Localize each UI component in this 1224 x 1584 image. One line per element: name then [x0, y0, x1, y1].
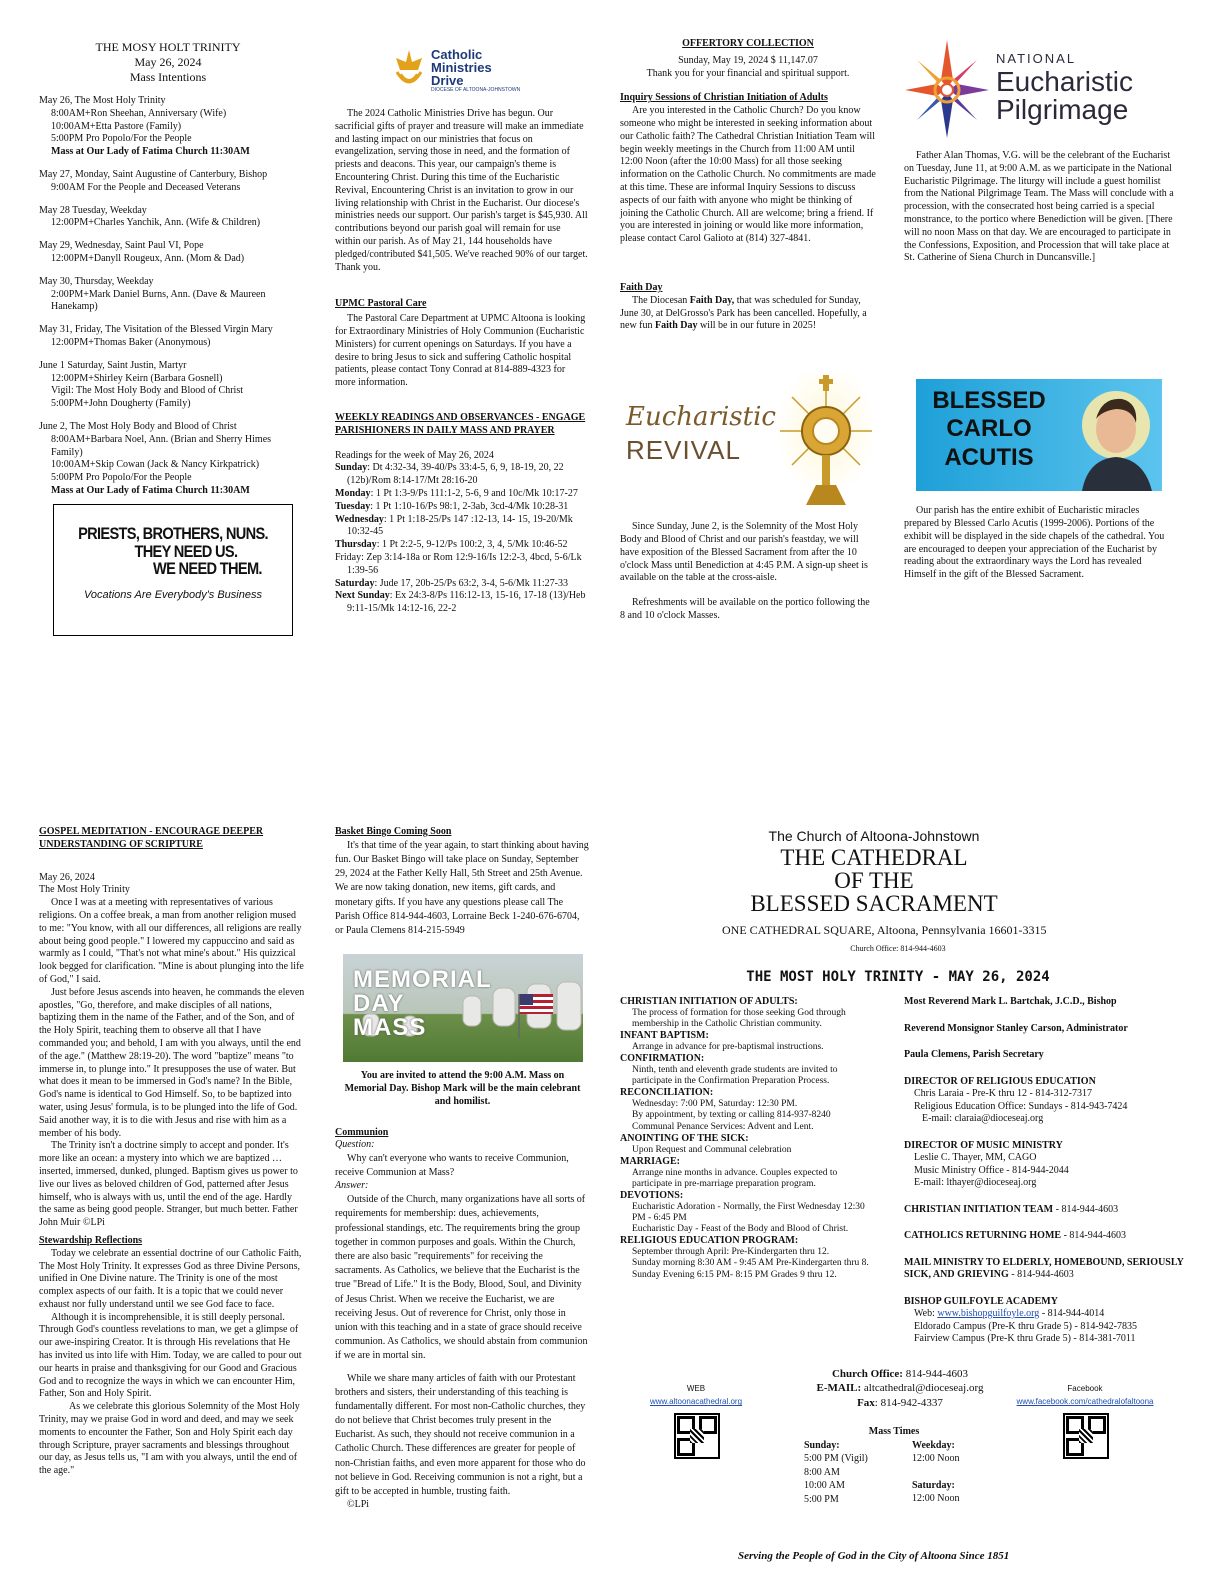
revival-logo-line: Eucharistic: [626, 402, 776, 433]
carlo-line: BLESSED: [932, 387, 1046, 415]
intention-item: 12:00PM+Charles Yanchik, Ann. (Wife & Children): [51, 217, 261, 229]
intention-item: 5:00PM Pro Popolo/For the People: [51, 133, 192, 145]
reading-item: Monday: 1 Pt 1:3-9/Ps 111:1-2, 5-6, 9 and 10c/Mk 10:17-27: [335, 487, 578, 499]
pilgrimage-logo-line: Pilgrimage: [996, 94, 1129, 125]
intention-day: May 27, Monday, Saint Augustine of Canterbury, Bishop: [39, 168, 268, 180]
memorial-line: MASS: [353, 1014, 427, 1042]
dre-email: E-mail: claraia@dioceseaj.org: [922, 1113, 1044, 1124]
readings-list: [335, 462, 588, 616]
academy-heading: BISHOP GUILFOYLE ACADEMY: [904, 1295, 1058, 1307]
mass-time: 12:00 Noon: [912, 1493, 960, 1504]
carlo-portrait-icon: [1062, 379, 1162, 491]
intention-day: May 26, The Most Holy Trinity: [39, 95, 166, 106]
cathedral-title: OF THE: [834, 867, 914, 893]
facebook-qr-code-icon[interactable]: [1063, 1413, 1109, 1459]
crown-logo-icon: [391, 48, 427, 92]
mass-time: 10:00 AM: [804, 1480, 845, 1491]
sacrament-detail: Ninth, tenth and eleventh grade students are invited to participate in the Confirmation Preparation Process.: [632, 1065, 838, 1087]
bishop-name: Most Reverend Mark L. Bartchak, J.C.D., Bishop: [904, 996, 1117, 1007]
web-qr-code-icon[interactable]: [674, 1413, 720, 1459]
faithday-paragraph: The Diocesan Faith Day, that was scheduled for Sunday, June 30, at DelGrosso's Park has been cancelled. Hopefully, a new fun Faith Day will be in our future in 2025!: [620, 294, 867, 332]
col2-bottom: [335, 826, 590, 1512]
cmd-logo-line: Ministries: [431, 59, 492, 75]
carlo-line: ACUTIS: [944, 443, 1034, 471]
reading-item: Wednesday: 1 Pt 1:18-25/Ps 147 :12-13, 14- 15, 19-20/Mk 10:32-45: [335, 513, 573, 538]
catholics-returning-home: CATHOLICS RETURNING HOME - 814-944-4603: [904, 1230, 1127, 1241]
memorial-day-banner: [343, 954, 583, 1062]
col4-top: [904, 38, 1174, 582]
sunday-label: Sunday:: [804, 1439, 840, 1451]
address: ONE CATHEDRAL SQUARE, Altoona, Pennsylvania 16601-3315: [722, 922, 1047, 937]
academy-web: Web: www.bishopguilfoyle.org - 814-944-4014: [914, 1308, 1105, 1319]
mass-times: [804, 1425, 1004, 1506]
intention-item: Mass at Our Lady of Fatima Church 11:30AM: [51, 484, 250, 496]
inquiry-paragraph: Are you interested in the Catholic Church? Do you know someone who might be interested in seeking information about our Catholic faith? The Cathedral Christian Initiation Team will begin weekly meetings in the Church from 11:00 AM until 12:00 Noon (after the 10:00 Mass) for all those seeking information on the Catholic Church. No commitments are made at this time. These are informal Inquiry Sessions to discuss aspects of our faith with anyone who might be thinking of joining the Catholic Church. All are welcome; bring a friend. If you are interested in joining or would like more information, please contact Carol Galioto at (814) 327-4841.: [620, 105, 876, 245]
intention-item: 2:00PM+Mark Daniel Burns, Ann. (Dave & Maureen Hanekamp): [51, 288, 266, 313]
sacrament-heading: DEVOTIONS:: [620, 1190, 684, 1202]
sacrament-heading: CHRISTIAN INITIATION OF ADULTS:: [620, 996, 798, 1007]
bingo-heading: Basket Bingo Coming Soon: [335, 826, 452, 837]
sacrament-heading: INFANT BAPTISM:: [620, 1030, 709, 1042]
sacrament-detail: Wednesday: 7:00 PM, Saturday: 12:30 PM.: [632, 1099, 798, 1110]
offertory-heading: OFFERTORY COLLECTION: [682, 38, 814, 49]
music-line: Music Ministry Office - 814-944-2044: [914, 1164, 1069, 1176]
academy-web-link[interactable]: www.bishopguilfoyle.org: [937, 1308, 1040, 1319]
sacrament-detail: September through April: Pre-Kindergarten thru 12.: [632, 1247, 830, 1258]
sacrament-detail: Eucharistic Adoration - Normally, the First Wednesday 12:30 PM - 6:45 PM: [632, 1201, 865, 1224]
cmd-logo-line: Catholic: [431, 46, 483, 62]
reading-item: Friday: Zep 3:14-18a or Rom 12:9-16/Is 12:2-3, 4bcd, 5-6/Lk 1:39-56: [335, 551, 582, 576]
memorial-caption: You are invited to attend the 9:00 A.M. Mass on Memorial Day. Bishop Mark will be the main celebrant and homilist.: [344, 1070, 581, 1107]
gospel-paragraph: Just before Jesus ascends into heaven, he commands the eleven apostles, "Go, therefore, and make disciples of all nations, baptizing them in the name of the Father, and of the Son, and of the Holy Spirit, teaching them to observe all that I have commanded you; and behold, I am with you always, until the end of the age." (Matthew 28:19-20). The word "baptize" means "to immerse in, to plunge into." It presupposes the use of water. But what does it mean to be immersed in God's name? In the Bible, God's name is identical to God Himself. So, to be baptized into water, using Jesus' formula, is to be plunged into the life of God. Said another way, it is to die with Jesus and rise with him as a member of his body.: [39, 986, 305, 1139]
star-burst-icon: [904, 38, 990, 138]
gospel-date: May 26, 2024: [39, 871, 95, 883]
web-label: WEB: [686, 1384, 706, 1393]
readings-heading: WEEKLY READINGS AND OBSERVANCES - ENGAGE PARISHIONERS IN DAILY MASS AND PRAYER: [335, 411, 586, 436]
cmd-paragraph: The 2024 Catholic Ministries Drive has begun. Our sacrificial gifts of prayer and treasure will make an immediate and lasting impact on our ministries that focus on evangelization, serving those in need, and the formation of priests and deacons. This year, our campaign's theme is Encountering Christ. During this time of the Eucharistic Revival, Encountering Christ is an invitation to grow in our living relationship with Christ in the Eucharist. Our diocese's ministries needs our support. Our parish's target is $45,930. All contributions beyond our parish goal will remain for use within our parish. As of May 21, 144 households have pledged/contributed $41,505. We've reached 90% of our target. Thank you.: [335, 108, 588, 273]
communion-answer-label: Answer:: [335, 1180, 369, 1192]
intentions-date: May 26, 2024: [134, 55, 202, 69]
communion-question-label: Question:: [335, 1139, 375, 1151]
inquiry-heading: Inquiry Sessions of Christian Initiation of Adults: [620, 92, 828, 104]
bulletin-date: THE MOST HOLY TRINITY - MAY 26, 2024: [746, 968, 1050, 985]
masthead: [618, 828, 1178, 986]
pilgrimage-logo-line: NATIONAL: [996, 51, 1077, 66]
cmd-logo: [391, 42, 588, 98]
sacrament-detail: The process of formation for those seeking God through membership in the Catholic Christian community.: [632, 1007, 846, 1029]
dre-heading: DIRECTOR OF RELIGIOUS EDUCATION: [904, 1075, 1096, 1087]
mail-ministry: MAIL MINISTRY TO ELDERLY, HOMEBOUND, SERIOUSLY SICK, AND GRIEVING - 814-944-4603: [904, 1256, 1184, 1280]
reading-item: Saturday: Jude 17, 20b-25/Ps 63:2, 3-4, 5-6/Mk 11:27-33: [335, 577, 568, 589]
sacrament-detail: Arrange nine months in advance. Couples expected to participate in pre-marriage preparation program.: [632, 1167, 838, 1189]
intention-day: June 1 Saturday, Saint Justin, Martyr: [39, 359, 187, 371]
communion-paragraph: Outside of the Church, many organizations have all sorts of requirements for membership: dues, achievements, professional standings, etc. The requirements bring the group together in common purposes and goals. Within the Church, there are also basic "requirements" for receiving the sacraments. As Catholics, we believe that the Eucharist is the true "Bread of Life." It is the Body, Blood, Soul, and Divinity of Jesus Christ. When we receive the Eucharist, we are receiving Jesus. Out of reverence for Christ, only those in union with this teaching and in a state of grace should receive communion. As Catholics, we should abstain from communion if we are in mortal sin.: [335, 1194, 588, 1362]
mass-time: 5:00 PM: [804, 1493, 839, 1505]
intention-day: May 30, Thursday, Weekday: [39, 275, 154, 287]
stewardship-paragraph: Although it is incomprehensible, it is still deeply personal. Through God's countless revelations to man, we get a glimpse of our awe-inspiring Creator. It is through His revelations that He has invited us into life with Him. Today, we are called to pour out our hearts in praise and thanksgiving for our Good and Gracious God and to recognize the ways in which we can encounter Him, Father, Son and Holy Spirit.: [39, 1311, 302, 1400]
vocations-line: PRIESTS, BROTHERS, NUNS.: [78, 523, 268, 543]
intention-item: 12:00PM+Shirley Keirn (Barbara Gosnell): [51, 372, 223, 384]
offertory-amount: Sunday, May 19, 2024 $ 11,147.07: [678, 54, 818, 66]
col2-top: [335, 42, 588, 616]
reading-item: Thursday: 1 Pt 2:2-5, 9-12/Ps 100:2, 3, 4, 5/Mk 10:46-52: [335, 539, 568, 551]
saturday-label: Saturday:: [912, 1479, 955, 1491]
intention-item: 5:00PM Pro Popolo/For the People: [51, 472, 192, 484]
intention-item: 9:00AM For the People and Deceased Veterans: [51, 181, 241, 193]
intention-item: 8:00AM+Ron Sheehan, Anniversary (Wife): [51, 107, 227, 119]
intention-item: Vigil: The Most Holy Body and Blood of Christ: [51, 385, 243, 397]
communion-paragraph: While we share many articles of faith with our Protestant brothers and sisters, their understanding of this teaching is fundamentally different. For most non-Catholic churches, they do not believe that Christ becomes truly present in the Eucharist. As such, they should not receive communion in a Catholic Church. These differences are greater for people of non-Christian faiths, and even more apparent for those who do not believe in God. Receiving communion is not a right, but a gift to be accepted in humble, trusting faith.: [335, 1372, 586, 1498]
reading-item: Next Sunday: Ex 24:3-8/Ps 116:12-13, 15-16, 17-18 (13)/Heb 9:11-15/Mk 14:12-16, 22-2: [335, 590, 586, 615]
intention-item: 10:00AM+Etta Pastore (Family): [51, 120, 182, 132]
vocations-line: THEY NEED US.: [134, 541, 238, 561]
web-link[interactable]: www.altoonacathedral.org: [649, 1397, 743, 1407]
upmc-heading: UPMC Pastoral Care: [335, 298, 427, 310]
cmd-logo-diocese: DIOCESE OF ALTOONA-JOHNSTOWN: [431, 86, 521, 93]
church-fax: Fax: 814-942-4337: [857, 1396, 943, 1409]
academy-campus: Fairview Campus (Pre-K thru Grade 5) - 814-381-7011: [914, 1333, 1136, 1344]
gospel-feast: The Most Holy Trinity: [39, 884, 130, 896]
facebook-qr-block: [1000, 1384, 1170, 1459]
christian-initiation-team: CHRISTIAN INITIATION TEAM - 814-944-4603: [904, 1203, 1119, 1215]
communion-credit: ©LPi: [347, 1499, 370, 1511]
gospel-paragraph: The Trinity isn't a doctrine simply to accept and ponder. It's more like an ocean: a mystery into which we are baptized … inserted, immersed, dunked, plunged. Baptism gives us power to live our lives as beloved children of God, patterned after Jesus himself, who is always with us, until the end of the age. Hardly the same as being good people. Stranger, but much better. Father John Muir ©LPi: [39, 1140, 298, 1229]
sacrament-heading: CONFIRMATION:: [620, 1053, 705, 1065]
mass-times-heading: Mass Times: [868, 1426, 920, 1437]
revival-paragraph: Since Sunday, June 2, is the Solemnity of the Most Holy Body and Blood of Christ and our parish's feastday, we will have exposition of the Blessed Sacrament from after the 10 o'clock Mass until Benediction at 4:45 P.M. A sign-up sheet is available on the table at the cross-aisle.: [620, 521, 868, 584]
facebook-link[interactable]: www.facebook.com/cathedralofaltoona: [1016, 1397, 1154, 1407]
revival-logo-line: REVIVAL: [626, 435, 741, 466]
vocations-line: WE NEED THEM.: [152, 559, 262, 579]
music-line: Leslie C. Thayer, MM, CAGO: [914, 1152, 1037, 1163]
staff-list: [904, 996, 1184, 1346]
offertory-thanks: Thank you for your financial and spiritual support.: [646, 67, 850, 79]
col1-bottom: [39, 826, 305, 1478]
office-phone: Church Office: 814-944-4603: [850, 944, 946, 954]
communion-heading: Communion: [335, 1126, 389, 1138]
bingo-paragraph: It's that time of the year again, to start thinking about having fun. Our Basket Bingo will take place on Sunday, September 29, 2024 at the Father Kelly Hall, 5th Street and 25th Avenue. We are now taking donation, new items, gift cards, and monetary gifts. If you have any questions please call The Parish Office 814-944-4603, Lorraine Beck 1-240-676-6704, or Paula Clemens 814-215-5949: [335, 839, 589, 936]
facebook-label: Facebook: [1067, 1384, 1103, 1393]
intention-day: May 31, Friday, The Visitation of the Blessed Virgin Mary: [39, 324, 273, 336]
tagline: Serving the People of God in the City of Altoona Since 1851: [738, 1550, 1010, 1562]
sacrament-detail: Sunday Evening 6:15 PM- 8:15 PM Grades 9 thru 12.: [632, 1269, 837, 1280]
sacrament-detail: By appointment, by texting or calling 814-937-8240: [632, 1110, 831, 1121]
secretary-name: Paula Clemens, Parish Secretary: [904, 1049, 1044, 1060]
academy-campus: Eldorado Campus (Pre-K thru Grade 5) - 814-942-7835: [914, 1320, 1138, 1332]
monstrance-icon: [776, 373, 876, 509]
col3-top: [620, 38, 876, 623]
contact-block: [780, 1367, 1020, 1410]
carlo-acutis-banner: [916, 379, 1162, 491]
intentions-title: THE MOSY HOLT TRINITY: [95, 40, 241, 54]
pilgrimage-paragraph: Father Alan Thomas, V.G. will be the celebrant of the Eucharist on Tuesday, June 11, at 9:00 A.M. as we participate in the National Eucharistic Pilgrimage. The liturgy will include a guest homilist from the National Pilgrimage Team. The Mass will conclude with a procession, with the consecrated host being carried is a special monstrance, to the portico where Benediction will be given. [There will no noon Mass on that day. We are encouraged to participate in the Confessions, Exposition, and Procession that will take place at St. Catherine of Siena Church in Duncansville.]: [904, 150, 1174, 264]
church-office: Church Office: 814-944-4603: [831, 1368, 969, 1380]
sacrament-detail: Eucharistic Day - Feast of the Body and Blood of Christ.: [632, 1224, 849, 1235]
intention-item: 8:00AM+Barbara Noel, Ann. (Brian and Sherry Himes Family): [51, 433, 272, 458]
communion-question: Why can't everyone who wants to receive Communion, receive Communion at Mass?: [335, 1153, 569, 1179]
cathedral-title: THE CATHEDRAL: [780, 844, 968, 870]
memorial-line: DAY: [353, 990, 405, 1018]
sacrament-detail: Upon Request and Communal celebration: [632, 1144, 792, 1155]
sacrament-heading: ANOINTING OF THE SICK:: [620, 1132, 749, 1144]
intention-day: June 2, The Most Holy Body and Blood of Christ: [39, 420, 237, 432]
faithday-heading: Faith Day: [620, 281, 663, 293]
vocations-ad: [53, 504, 293, 636]
mass-time: 5:00 PM (Vigil): [804, 1453, 868, 1464]
gospel-paragraph: Once I was at a meeting with representatives of various religions. On a coffee break, a man from another religion mused to me: "You know, with all our differences, all religions are really about being good people." I lowered my cappuccino and said as warmly as I could, "That's not what mine's about." His quizzical look begged for clarification. "Mine is about plunging into the life of God," I said.: [39, 897, 304, 985]
carlo-paragraph: Our parish has the entire exhibit of Eucharistic miracles prepared by Blessed Carlo Acutis (1999-2006). Portions of the exhibit will be displayed in the side chapels of the cathedral. You are encouraged to deepen your appreciation of the Eucharist by reading about the extraordinary ways the Lord has revealed Himself in the gift of the Blessed Sacrament.: [904, 505, 1165, 581]
diocese-name: The Church of Altoona-Johnstown: [768, 828, 980, 844]
sacrament-heading: RELIGIOUS EDUCATION PROGRAM:: [620, 1235, 799, 1247]
stewardship-heading: Stewardship Reflections: [39, 1234, 143, 1246]
carlo-line: CARLO: [946, 415, 1032, 443]
sacrament-detail: Arrange in advance for pre-baptismal instructions.: [632, 1042, 824, 1052]
music-heading: DIRECTOR OF MUSIC MINISTRY: [904, 1139, 1063, 1151]
intention-item: 12:00PM+Thomas Baker (Anonymous): [51, 336, 211, 348]
reading-item: Sunday: Dt 4:32-34, 39-40/Ps 33:4-5, 6, 9, 18-19, 20, 22 (12b)/Rom 8:14-17/Mt 28:16-20: [335, 462, 564, 487]
weekday-label: Weekday:: [912, 1439, 955, 1451]
sacrament-heading: RECONCILIATION:: [620, 1087, 714, 1099]
intention-item: Mass at Our Lady of Fatima Church 11:30AM: [51, 146, 250, 158]
music-email: E-mail: lthayer@dioceseaj.org: [914, 1177, 1037, 1188]
sacraments-list: [620, 996, 878, 1281]
mass-time: 12:00 Noon: [912, 1453, 960, 1464]
pilgrimage-logo: [904, 38, 1174, 138]
intention-item: 12:00PM+Danyll Rougeux, Ann. (Mom & Dad): [51, 252, 245, 264]
upmc-paragraph: The Pastoral Care Department at UPMC Altoona is looking for Extraordinary Ministries of Holy Communion (Eucharistic Ministers) for current openings on Saturdays. If you have a desire to bring Jesus to sick and suffering Catholic hospital patients, please contact Tony Conrad at 814-889-4323 for more information.: [335, 313, 586, 389]
sacrament-detail: Sunday morning 8:30 AM - 9:45 AM Pre-Kindergarten thru 8.: [632, 1258, 869, 1269]
intention-item: 5:00PM+John Dougherty (Family): [51, 398, 191, 410]
revival-graphic: [620, 373, 876, 509]
intentions-subtitle: Mass Intentions: [129, 70, 207, 84]
gospel-heading: GOSPEL MEDITATION - ENCOURAGE DEEPER UNDERSTANDING OF SCRIPTURE: [39, 826, 264, 850]
revival-refreshments: Refreshments will be available on the portico following the 8 and 10 o'clock Masses.: [620, 597, 870, 621]
web-qr-block: [626, 1384, 766, 1459]
pilgrimage-logo-line: Eucharistic: [996, 66, 1133, 97]
sacrament-heading: MARRIAGE:: [620, 1155, 680, 1167]
readings-intro: Readings for the week of May 26, 2024: [335, 449, 494, 461]
stewardship-paragraph: Today we celebrate an essential doctrine of our Catholic Faith, The Most Holy Trinity. It expresses God as three Divine Persons, unified in One Divine nature. The Trinity is one of the most complex aspects of our faith. It is a topic that we could never exhaust nor fully understand until we see God face to face.: [39, 1247, 302, 1310]
reading-item: Tuesday: 1 Pt 1:10-16/Ps 98:1, 2-3ab, 3cd-4/Mk 10:28-31: [335, 500, 569, 512]
intention-day: May 29, Wednesday, Saint Paul VI, Pope: [39, 240, 204, 252]
mass-time: 8:00 AM: [804, 1466, 840, 1478]
administrator-name: Reverend Monsignor Stanley Carson, Administrator: [904, 1022, 1128, 1034]
sacrament-detail: Communal Penance Services: Advent and Lent.: [632, 1121, 814, 1132]
vocations-tagline: Vocations Are Everybody's Business: [84, 589, 262, 602]
intention-item: 10:00AM+Skip Cowan (Jack & Nancy Kirkpatrick): [51, 459, 260, 471]
dre-line: Chris Laraia - Pre-K thru 12 - 814-312-7317: [914, 1088, 1093, 1099]
intention-day: May 28 Tuesday, Weekday: [39, 204, 147, 216]
stewardship-paragraph: As we celebrate this glorious Solemnity of the Most Holy Trinity, may we praise God in word and deed, and may we seek moments to encounter the Father, Son and Holy Spirit each day through Scripture, prayer sacraments and blessings throughout our day, as Jesus tells us, "I am with you always, until the end of the age.": [39, 1401, 300, 1477]
memorial-line: MEMORIAL: [353, 966, 492, 994]
cathedral-title: BLESSED SACRAMENT: [750, 890, 998, 916]
cmd-logo-line: Drive: [431, 72, 464, 88]
dre-line: Religious Education Office: Sundays - 814-943-7424: [914, 1100, 1128, 1112]
church-email: E-MAIL: altcathedral@dioceseaj.org: [816, 1382, 984, 1395]
mass-intentions: [39, 40, 297, 636]
